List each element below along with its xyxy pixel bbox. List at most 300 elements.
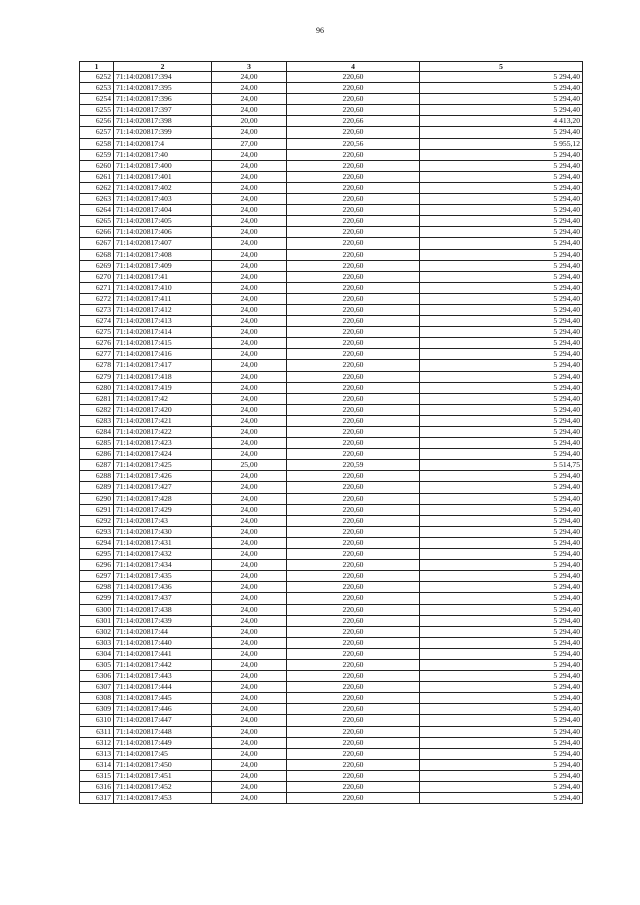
rate-value-cell: 220,60 [287,693,420,704]
column-header-5: 5 [420,62,583,72]
area-value-cell: 24,00 [212,515,287,526]
table-row [80,615,583,626]
rate-value-cell: 220,60 [287,537,420,548]
cadastral-number-cell: 71:14:020817:445 [114,693,212,704]
table-row [80,582,583,593]
area-value-cell: 24,00 [212,748,287,759]
row-number-cell: 6278 [80,360,114,371]
rate-value-cell: 220,60 [287,216,420,227]
area-value-cell: 24,00 [212,759,287,770]
rate-value-cell: 220,60 [287,182,420,193]
area-value-cell: 24,00 [212,260,287,271]
cadastral-value-cell: 5 294,40 [420,471,583,482]
table-row [80,382,583,393]
cadastral-number-cell: 71:14:020817:409 [114,260,212,271]
table-row [80,360,583,371]
cadastral-number-cell: 71:14:020817:4 [114,138,212,149]
table-row [80,182,583,193]
cadastral-number-cell: 71:14:020817:423 [114,438,212,449]
rate-value-cell: 220,60 [287,726,420,737]
rate-value-cell: 220,60 [287,72,420,83]
cadastral-value-cell: 5 294,40 [420,171,583,182]
cadastral-value-cell: 5 294,40 [420,382,583,393]
cadastral-number-cell: 71:14:020817:404 [114,205,212,216]
cadastral-value-cell: 5 294,40 [420,194,583,205]
area-value-cell: 24,00 [212,404,287,415]
row-number-cell: 6297 [80,571,114,582]
cadastral-number-cell: 71:14:020817:41 [114,271,212,282]
row-number-cell: 6270 [80,271,114,282]
row-number-cell: 6285 [80,438,114,449]
area-value-cell: 24,00 [212,160,287,171]
rate-value-cell: 220,60 [287,759,420,770]
cadastral-number-cell: 71:14:020817:398 [114,116,212,127]
cadastral-number-cell: 71:14:020817:441 [114,648,212,659]
cadastral-number-cell: 71:14:020817:449 [114,737,212,748]
area-value-cell: 24,00 [212,216,287,227]
cadastral-number-cell: 71:14:020817:446 [114,704,212,715]
row-number-cell: 6316 [80,782,114,793]
area-value-cell: 24,00 [212,604,287,615]
area-value-cell: 24,00 [212,582,287,593]
cadastral-value-cell: 5 294,40 [420,493,583,504]
table-row [80,560,583,571]
area-value-cell: 24,00 [212,704,287,715]
area-value-cell: 24,00 [212,282,287,293]
rate-value-cell: 220,60 [287,149,420,160]
cadastral-number-cell: 71:14:020817:395 [114,83,212,94]
cadastral-number-cell: 71:14:020817:440 [114,637,212,648]
area-value-cell: 24,00 [212,94,287,105]
row-number-cell: 6279 [80,371,114,382]
table-row [80,72,583,83]
rate-value-cell: 220,60 [287,493,420,504]
cadastral-value-cell: 5 294,40 [420,515,583,526]
area-value-cell: 24,00 [212,526,287,537]
row-number-cell: 6311 [80,726,114,737]
cadastral-number-cell: 71:14:020817:450 [114,759,212,770]
cadastral-value-cell: 5 294,40 [420,327,583,338]
cadastral-value-cell: 5 294,40 [420,182,583,193]
area-value-cell: 24,00 [212,560,287,571]
row-number-cell: 6280 [80,382,114,393]
rate-value-cell: 220,60 [287,238,420,249]
cadastral-value-cell: 5 294,40 [420,216,583,227]
area-value-cell: 24,00 [212,715,287,726]
row-number-cell: 6292 [80,515,114,526]
rate-value-cell: 220,60 [287,593,420,604]
table-row [80,171,583,182]
cadastral-value-cell: 5 294,40 [420,404,583,415]
area-value-cell: 24,00 [212,338,287,349]
cadastral-value-cell: 5 294,40 [420,293,583,304]
cadastral-value-cell: 5 294,40 [420,593,583,604]
table-row [80,271,583,282]
cadastral-number-cell: 71:14:020817:444 [114,682,212,693]
rate-value-cell: 220,60 [287,715,420,726]
rate-value-cell: 220,60 [287,105,420,116]
table-row [80,748,583,759]
cadastral-number-cell: 71:14:020817:413 [114,316,212,327]
table-row [80,770,583,781]
row-number-cell: 6263 [80,194,114,205]
cadastral-value-cell: 5 294,40 [420,682,583,693]
rate-value-cell: 220,60 [287,504,420,515]
cadastral-number-cell: 71:14:020817:419 [114,382,212,393]
cadastral-number-cell: 71:14:020817:414 [114,327,212,338]
rate-value-cell: 220,60 [287,560,420,571]
rate-value-cell: 220,60 [287,438,420,449]
cadastral-number-cell: 71:14:020817:410 [114,282,212,293]
rate-value-cell: 220,60 [287,427,420,438]
cadastral-value-cell: 5 294,40 [420,449,583,460]
row-number-cell: 6305 [80,659,114,670]
cadastral-number-cell: 71:14:020817:435 [114,571,212,582]
table-row [80,504,583,515]
row-number-cell: 6264 [80,205,114,216]
cadastral-number-cell: 71:14:020817:44 [114,626,212,637]
row-number-cell: 6314 [80,759,114,770]
row-number-cell: 6254 [80,94,114,105]
rate-value-cell: 220,60 [287,260,420,271]
cadastral-value-cell: 5 294,40 [420,349,583,360]
area-value-cell: 24,00 [212,227,287,238]
cadastral-number-cell: 71:14:020817:443 [114,671,212,682]
table-body [80,72,583,804]
cadastral-value-cell: 5 294,40 [420,560,583,571]
cadastral-value-cell: 5 294,40 [420,271,583,282]
cadastral-value-cell: 5 294,40 [420,238,583,249]
area-value-cell: 24,00 [212,293,287,304]
row-number-cell: 6259 [80,149,114,160]
cadastral-value-cell: 5 294,40 [420,504,583,515]
rate-value-cell: 220,60 [287,160,420,171]
area-value-cell: 24,00 [212,327,287,338]
rate-value-cell: 220,60 [287,227,420,238]
rate-value-cell: 220,60 [287,582,420,593]
table-row [80,282,583,293]
area-value-cell: 24,00 [212,149,287,160]
table-row [80,515,583,526]
rate-value-cell: 220,60 [287,637,420,648]
area-value-cell: 24,00 [212,382,287,393]
rate-value-cell: 220,60 [287,415,420,426]
area-value-cell: 24,00 [212,737,287,748]
area-value-cell: 24,00 [212,238,287,249]
table-header-row [80,62,583,72]
cadastral-number-cell: 71:14:020817:421 [114,415,212,426]
cadastral-value-cell: 5 294,40 [420,127,583,138]
table-row [80,682,583,693]
cadastral-value-cell: 5 294,40 [420,715,583,726]
row-number-cell: 6290 [80,493,114,504]
rate-value-cell: 220,59 [287,460,420,471]
rate-value-cell: 220,60 [287,682,420,693]
area-value-cell: 24,00 [212,415,287,426]
cadastral-value-cell: 5 294,40 [420,249,583,260]
cadastral-number-cell: 71:14:020817:43 [114,515,212,526]
row-number-cell: 6317 [80,793,114,804]
cadastral-value-cell: 5 294,40 [420,393,583,404]
table-row [80,327,583,338]
row-number-cell: 6287 [80,460,114,471]
area-value-cell: 24,00 [212,726,287,737]
row-number-cell: 6277 [80,349,114,360]
rate-value-cell: 220,60 [287,94,420,105]
rate-value-cell: 220,60 [287,526,420,537]
table-row [80,216,583,227]
table-row [80,127,583,138]
rate-value-cell: 220,60 [287,793,420,804]
cadastral-number-cell: 71:14:020817:399 [114,127,212,138]
table-row [80,715,583,726]
rate-value-cell: 220,60 [287,782,420,793]
cadastral-number-cell: 71:14:020817:407 [114,238,212,249]
area-value-cell: 24,00 [212,549,287,560]
row-number-cell: 6256 [80,116,114,127]
table-row [80,704,583,715]
column-header-2: 2 [114,62,212,72]
cadastral-number-cell: 71:14:020817:431 [114,537,212,548]
table-row [80,404,583,415]
cadastral-value-cell: 5 294,40 [420,304,583,315]
rate-value-cell: 220,60 [287,615,420,626]
cadastral-number-cell: 71:14:020817:406 [114,227,212,238]
table-row [80,671,583,682]
row-number-cell: 6283 [80,415,114,426]
area-value-cell: 24,00 [212,693,287,704]
area-value-cell: 24,00 [212,127,287,138]
cadastral-value-cell: 5 294,40 [420,770,583,781]
cadastral-number-cell: 71:14:020817:415 [114,338,212,349]
row-number-cell: 6269 [80,260,114,271]
area-value-cell: 24,00 [212,304,287,315]
rate-value-cell: 220,66 [287,116,420,127]
cadastral-number-cell: 71:14:020817:430 [114,526,212,537]
cadastral-number-cell: 71:14:020817:438 [114,604,212,615]
area-value-cell: 24,00 [212,648,287,659]
cadastral-value-cell: 5 294,40 [420,360,583,371]
cadastral-value-cell: 5 294,40 [420,282,583,293]
row-number-cell: 6284 [80,427,114,438]
area-value-cell: 24,00 [212,449,287,460]
cadastral-number-cell: 71:14:020817:403 [114,194,212,205]
table-row [80,659,583,670]
rate-value-cell: 220,60 [287,327,420,338]
rate-value-cell: 220,60 [287,737,420,748]
area-value-cell: 24,00 [212,316,287,327]
rate-value-cell: 220,60 [287,271,420,282]
row-number-cell: 6306 [80,671,114,682]
rate-value-cell: 220,60 [287,282,420,293]
area-value-cell: 24,00 [212,504,287,515]
row-number-cell: 6286 [80,449,114,460]
cadastral-number-cell: 71:14:020817:429 [114,504,212,515]
cadastral-number-cell: 71:14:020817:40 [114,149,212,160]
cadastral-value-cell: 5 514,75 [420,460,583,471]
table-row [80,482,583,493]
table-row [80,293,583,304]
area-value-cell: 24,00 [212,770,287,781]
row-number-cell: 6293 [80,526,114,537]
cadastral-number-cell: 71:14:020817:394 [114,72,212,83]
row-number-cell: 6252 [80,72,114,83]
rate-value-cell: 220,60 [287,648,420,659]
cadastral-number-cell: 71:14:020817:425 [114,460,212,471]
area-value-cell: 24,00 [212,537,287,548]
rate-value-cell: 220,60 [287,393,420,404]
row-number-cell: 6288 [80,471,114,482]
cadastral-number-cell: 71:14:020817:402 [114,182,212,193]
area-value-cell: 24,00 [212,360,287,371]
cadastral-value-cell: 5 294,40 [420,759,583,770]
cadastral-value-cell: 5 294,40 [420,659,583,670]
area-value-cell: 24,00 [212,427,287,438]
cadastral-value-cell: 5 294,40 [420,693,583,704]
table-row [80,160,583,171]
row-number-cell: 6303 [80,637,114,648]
cadastral-value-cell: 5 294,40 [420,582,583,593]
cadastral-value-cell: 5 294,40 [420,149,583,160]
table-row [80,304,583,315]
cadastral-number-cell: 71:14:020817:405 [114,216,212,227]
rate-value-cell: 220,60 [287,360,420,371]
cadastral-value-cell: 5 294,40 [420,537,583,548]
area-value-cell: 24,00 [212,182,287,193]
rate-value-cell: 220,60 [287,515,420,526]
row-number-cell: 6274 [80,316,114,327]
row-number-cell: 6262 [80,182,114,193]
area-value-cell: 24,00 [212,249,287,260]
area-value-cell: 24,00 [212,637,287,648]
cadastral-number-cell: 71:14:020817:417 [114,360,212,371]
row-number-cell: 6281 [80,393,114,404]
row-number-cell: 6282 [80,404,114,415]
area-value-cell: 24,00 [212,593,287,604]
cadastral-value-cell: 5 294,40 [420,227,583,238]
row-number-cell: 6266 [80,227,114,238]
table-row [80,116,583,127]
row-number-cell: 6255 [80,105,114,116]
cadastral-value-cell: 5 294,40 [420,648,583,659]
cadastral-value-cell: 5 294,40 [420,83,583,94]
table-row [80,604,583,615]
area-value-cell: 24,00 [212,471,287,482]
row-number-cell: 6272 [80,293,114,304]
cadastral-value-cell: 5 294,40 [420,571,583,582]
cadastral-value-cell: 5 294,40 [420,72,583,83]
rate-value-cell: 220,60 [287,770,420,781]
rate-value-cell: 220,60 [287,205,420,216]
rate-value-cell: 220,60 [287,171,420,182]
table-row [80,449,583,460]
column-header-3: 3 [212,62,287,72]
row-number-cell: 6313 [80,748,114,759]
row-number-cell: 6310 [80,715,114,726]
area-value-cell: 24,00 [212,571,287,582]
cadastral-number-cell: 71:14:020817:434 [114,560,212,571]
table-row [80,537,583,548]
cadastral-number-cell: 71:14:020817:420 [114,404,212,415]
row-number-cell: 6271 [80,282,114,293]
cadastral-value-cell: 5 294,40 [420,316,583,327]
cadastral-number-cell: 71:14:020817:412 [114,304,212,315]
rate-value-cell: 220,60 [287,382,420,393]
table-row [80,338,583,349]
cadastral-value-cell: 5 955,12 [420,138,583,149]
table-row [80,260,583,271]
rate-value-cell: 220,60 [287,549,420,560]
area-value-cell: 25,00 [212,460,287,471]
row-number-cell: 6299 [80,593,114,604]
row-number-cell: 6296 [80,560,114,571]
cadastral-number-cell: 71:14:020817:451 [114,770,212,781]
table-row [80,793,583,804]
row-number-cell: 6276 [80,338,114,349]
row-number-cell: 6298 [80,582,114,593]
cadastral-number-cell: 71:14:020817:397 [114,105,212,116]
cadastral-value-cell: 5 294,40 [420,782,583,793]
row-number-cell: 6302 [80,626,114,637]
table-row [80,637,583,648]
row-number-cell: 6265 [80,216,114,227]
area-value-cell: 24,00 [212,438,287,449]
column-header-4: 4 [287,62,420,72]
area-value-cell: 24,00 [212,671,287,682]
cadastral-value-cell: 5 294,40 [420,604,583,615]
cadastral-number-cell: 71:14:020817:437 [114,593,212,604]
cadastral-number-cell: 71:14:020817:448 [114,726,212,737]
area-value-cell: 24,00 [212,171,287,182]
area-value-cell: 24,00 [212,205,287,216]
cadastral-value-cell: 5 294,40 [420,482,583,493]
row-number-cell: 6261 [80,171,114,182]
cadastral-value-cell: 5 294,40 [420,704,583,715]
row-number-cell: 6295 [80,549,114,560]
rate-value-cell: 220,60 [287,316,420,327]
row-number-cell: 6307 [80,682,114,693]
cadastral-value-cell: 5 294,40 [420,260,583,271]
table-row [80,105,583,116]
cadastral-value-cell: 5 294,40 [420,615,583,626]
table-row [80,571,583,582]
cadastral-number-cell: 71:14:020817:416 [114,349,212,360]
rate-value-cell: 220,60 [287,604,420,615]
table-row [80,194,583,205]
cadastral-number-cell: 71:14:020817:432 [114,549,212,560]
cadastral-value-cell: 5 294,40 [420,748,583,759]
cadastral-value-cell: 5 294,40 [420,671,583,682]
cadastral-number-cell: 71:14:020817:418 [114,371,212,382]
table-row [80,83,583,94]
cadastral-number-cell: 71:14:020817:447 [114,715,212,726]
table-row [80,693,583,704]
cadastral-number-cell: 71:14:020817:400 [114,160,212,171]
column-header-1: 1 [80,62,114,72]
area-value-cell: 24,00 [212,349,287,360]
cadastral-number-cell: 71:14:020817:408 [114,249,212,260]
page-number: 96 [316,26,324,35]
rate-value-cell: 220,60 [287,482,420,493]
row-number-cell: 6309 [80,704,114,715]
table-row [80,371,583,382]
table-row [80,238,583,249]
rate-value-cell: 220,60 [287,349,420,360]
table-row [80,349,583,360]
table-row [80,138,583,149]
table-row [80,316,583,327]
row-number-cell: 6300 [80,604,114,615]
